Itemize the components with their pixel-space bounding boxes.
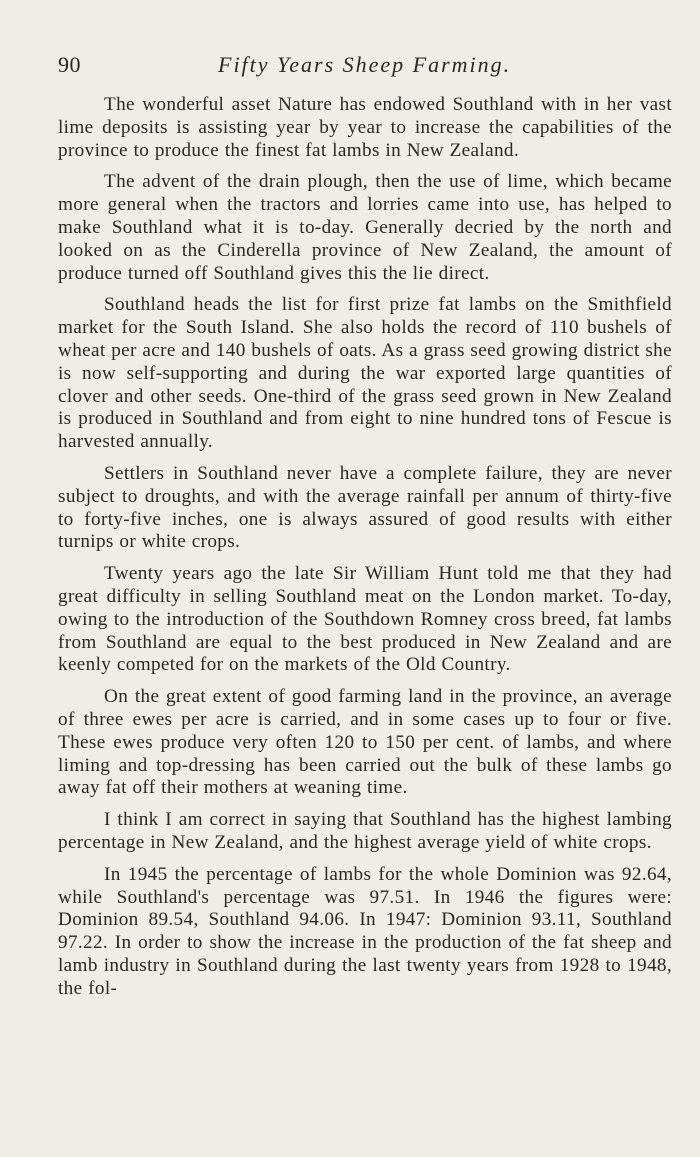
- paragraph-william-hunt: Twenty years ago the late Sir William Hunt told me that they had great difficulty in selling Southland meat on the London market. To-day, owing to the introduction of the Southdown Romney cross breed, fat lambs from Southland are equal to the best produced in New Zealand and are keenly competed for on the markets of the Old Country.: [58, 563, 672, 676]
- paragraph-dominion-figures: In 1945 the percentage of lambs for the whole Dominion was 92.64, while Southland's percentage was 97.51. In 1946 the figures were: Dominion 89.54, Southland 94.06. In 1947: Dominion 93.11, Southland 97.22. In order to show the increase in the production of the fat sheep and lamb industry in Southland during the last twenty years from 1928 to 1948, the fol-: [58, 863, 672, 999]
- paragraph-lambing-percentage: I think I am correct in saying that Southland has the highest lambing percentage in New Zealand, and the highest average yield of white crops.: [58, 809, 672, 853]
- paragraph-lime-deposits: The wonderful asset Nature has endowed Southland with in her vast lime deposits is assisting year by year to increase the capabilities of the province to produce the finest fat lambs in New Zealand.: [58, 94, 672, 161]
- paragraph-smithfield-market: Southland heads the list for first prize fat lambs on the Smithfield market for the South Island. She also holds the record of 110 bushels of wheat per acre and 140 bushels of oats. As a grass seed growing district she is now self-supporting and during the war exported large quantities of clover and other seeds. One-third of the grass seed grown in New Zealand is produced in Southland and from eight to nine hundred tons of Fescue is harvested annually.: [58, 294, 672, 453]
- page-number: 90: [58, 52, 81, 77]
- paragraph-drain-plough: The advent of the drain plough, then the use of lime, which became more general when the tractors and lorries came into use, has helped to make Southland what it is to-day. Generally decried by the north and looked on as the Cinderella province of New Zealand, the amount of produce turned off Southland gives this the lie direct.: [58, 171, 672, 284]
- page-header: [58, 52, 672, 86]
- paragraph-settlers-rainfall: Settlers in Southland never have a complete failure, they are never subject to droughts, and with the average rainfall per annum of thirty-five to forty-five inches, one is always assured of good results with either turnips or white crops.: [58, 462, 672, 553]
- paragraph-ewes-per-acre: On the great extent of good farming land in the province, an average of three ewes per acre is carried, and in some cases up to four or five. These ewes produce very often 120 to 150 per cent. of lambs, and where liming and top-dressing has been carried out the bulk of these lambs go away fat off their mothers at weaning time.: [58, 686, 672, 799]
- running-title: Fifty Years Sheep Farming.: [218, 52, 512, 77]
- body-text: [58, 94, 672, 1000]
